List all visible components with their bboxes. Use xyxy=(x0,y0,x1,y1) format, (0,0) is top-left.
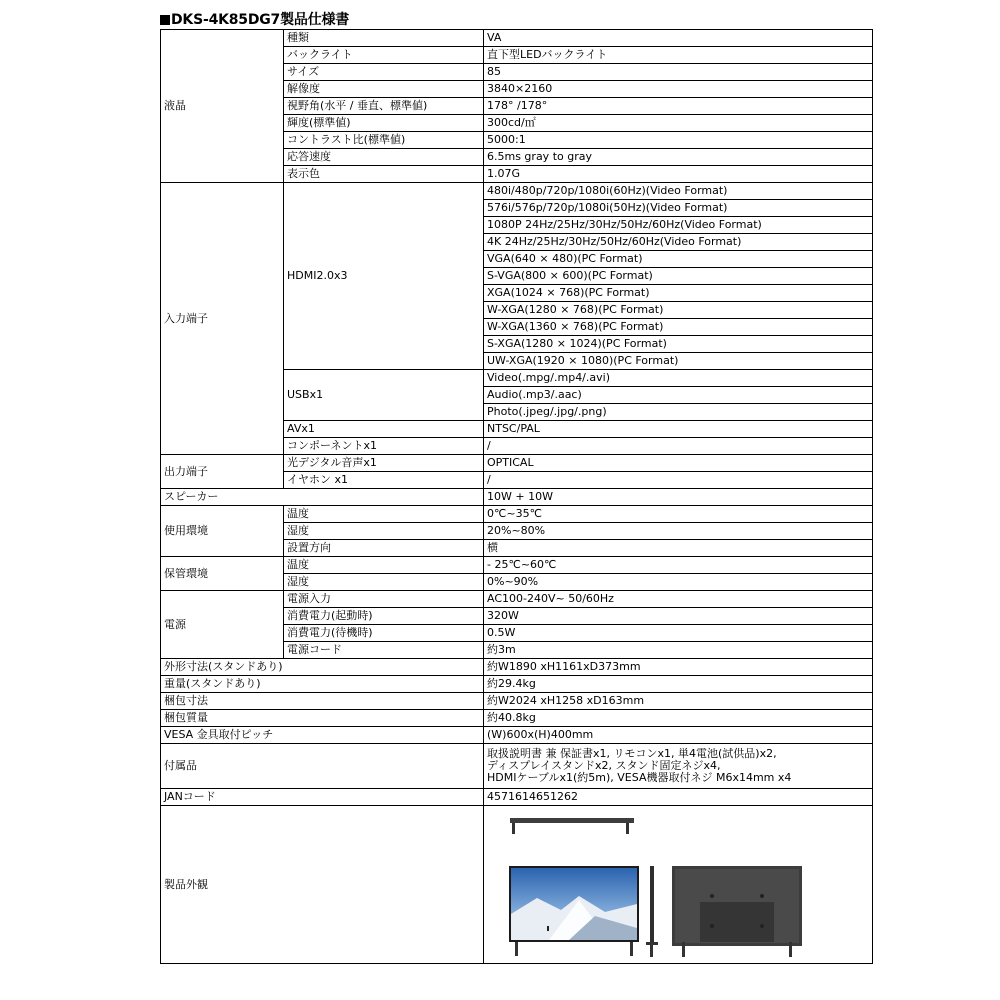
spec-item-usb: USBx1 xyxy=(284,370,484,421)
spec-value: 0%~90% xyxy=(484,574,873,591)
spec-item: 消費電力(待機時) xyxy=(284,625,484,642)
product-gallery xyxy=(484,806,872,963)
spec-item: 湿度 xyxy=(284,574,484,591)
section-label-output: 出力端子 xyxy=(161,455,284,489)
spec-item: イヤホン x1 xyxy=(284,472,484,489)
hdmi-format: XGA(1024 × 768)(PC Format) xyxy=(484,285,873,302)
section-label-accessories: 付属品 xyxy=(161,744,484,789)
table-row xyxy=(161,744,873,789)
hdmi-format: UW-XGA(1920 × 1080)(PC Format) xyxy=(484,353,873,370)
spec-value: 178° /178° xyxy=(484,98,873,115)
spec-value: 300cd/㎡ xyxy=(484,115,873,132)
spec-value: 6.5ms gray to gray xyxy=(484,149,873,166)
section-label-appearance: 製品外観 xyxy=(161,806,484,964)
section-label-storage: 保管環境 xyxy=(161,557,284,591)
spec-value: VA xyxy=(484,30,873,47)
table-row xyxy=(161,789,873,806)
spec-item: バックライト xyxy=(284,47,484,64)
table-row xyxy=(161,506,873,523)
spec-item: 表示色 xyxy=(284,166,484,183)
spec-value: - 25℃~60℃ xyxy=(484,557,873,574)
table-row xyxy=(161,659,873,676)
hdmi-format: W-XGA(1280 × 768)(PC Format) xyxy=(484,302,873,319)
spec-value: 約40.8kg xyxy=(484,710,873,727)
spec-item: サイズ xyxy=(284,64,484,81)
table-row xyxy=(161,30,873,47)
table-row xyxy=(161,710,873,727)
spec-value: NTSC/PAL xyxy=(484,421,873,438)
spec-item: 温度 xyxy=(284,557,484,574)
spec-item: 設置方向 xyxy=(284,540,484,557)
section-label-lcd: 液晶 xyxy=(161,30,284,183)
accessories-line: 取扱説明書 兼 保証書x1, リモコンx1, 単4電池(試供品)x2, xyxy=(487,747,777,760)
table-row xyxy=(161,557,873,574)
usb-format: Video(.mpg/.mp4/.avi) xyxy=(484,370,873,387)
spec-value: / xyxy=(484,438,873,455)
accessories-line: ディスプレイスタンドx2, スタンド固定ネジx4, xyxy=(487,759,721,772)
section-label-dimensions: 外形寸法(スタンドあり) xyxy=(161,659,484,676)
tv-back-view-image xyxy=(672,866,802,958)
spec-value: 直下型LEDバックライト xyxy=(484,47,873,64)
square-bullet-icon xyxy=(160,15,170,25)
table-row xyxy=(161,806,873,964)
spec-value: 5000:1 xyxy=(484,132,873,149)
spec-item: 湿度 xyxy=(284,523,484,540)
hdmi-format: 576i/576p/720p/1080i(50Hz)(Video Format) xyxy=(484,200,873,217)
spec-item: 温度 xyxy=(284,506,484,523)
spec-value: AC100-240V~ 50/60Hz xyxy=(484,591,873,608)
spec-item: 視野角(水平 / 垂直、標準値) xyxy=(284,98,484,115)
spec-item: 電源コード xyxy=(284,642,484,659)
spec-value: 85 xyxy=(484,64,873,81)
tv-side-view-image xyxy=(644,866,660,958)
spec-item: 種類 xyxy=(284,30,484,47)
spec-value: 320W xyxy=(484,608,873,625)
spec-value: 約3m xyxy=(484,642,873,659)
spec-value: (W)600x(H)400mm xyxy=(484,727,873,744)
appearance-images xyxy=(484,806,873,964)
page-title xyxy=(160,9,349,29)
spec-item: 消費電力(起動時) xyxy=(284,608,484,625)
spec-value: / xyxy=(484,472,873,489)
hdmi-format: 480i/480p/720p/1080i(60Hz)(Video Format) xyxy=(484,183,873,200)
spec-value: 1.07G xyxy=(484,166,873,183)
section-label-operating: 使用環境 xyxy=(161,506,284,557)
spec-item: 光デジタル音声x1 xyxy=(284,455,484,472)
accessories-line: HDMIケーブルx1(約5m), VESA機器取付ネジ M6x14mm x4 xyxy=(487,771,792,784)
spec-value: 約W2024 xH1258 xD163mm xyxy=(484,693,873,710)
table-row xyxy=(161,693,873,710)
spec-value: 0℃~35℃ xyxy=(484,506,873,523)
usb-format: Photo(.jpeg/.jpg/.png) xyxy=(484,404,873,421)
table-row xyxy=(161,591,873,608)
section-label-package-dimensions: 梱包寸法 xyxy=(161,693,484,710)
spec-item: コントラスト比(標準値) xyxy=(284,132,484,149)
section-label-vesa: VESA 金具取付ピッチ xyxy=(161,727,484,744)
spec-item-av: AVx1 xyxy=(284,421,484,438)
hdmi-format: 1080P 24Hz/25Hz/30Hz/50Hz/60Hz(Video Format) xyxy=(484,217,873,234)
table-row xyxy=(161,183,873,200)
tv-front-view-image xyxy=(509,866,639,958)
section-label-package-weight: 梱包質量 xyxy=(161,710,484,727)
hdmi-format: VGA(640 × 480)(PC Format) xyxy=(484,251,873,268)
spec-item: 電源入力 xyxy=(284,591,484,608)
spec-value: 10W + 10W xyxy=(484,489,873,506)
tv-top-view-image xyxy=(509,816,635,836)
hdmi-format: S-VGA(800 × 600)(PC Format) xyxy=(484,268,873,285)
spec-item: 輝度(標準値) xyxy=(284,115,484,132)
spec-value: 横 xyxy=(484,540,873,557)
spec-value: 3840×2160 xyxy=(484,81,873,98)
table-row xyxy=(161,676,873,693)
spec-value: 約W1890 xH1161xD373mm xyxy=(484,659,873,676)
accessories-value xyxy=(484,744,873,789)
hdmi-format: S-XGA(1280 × 1024)(PC Format) xyxy=(484,336,873,353)
spec-value: 4571614651262 xyxy=(484,789,873,806)
section-label-weight: 重量(スタンドあり) xyxy=(161,676,484,693)
spec-item: 解像度 xyxy=(284,81,484,98)
section-label-power: 電源 xyxy=(161,591,284,659)
hdmi-format: W-XGA(1360 × 768)(PC Format) xyxy=(484,319,873,336)
spec-item-component: コンポーネントx1 xyxy=(284,438,484,455)
table-row xyxy=(161,455,873,472)
section-label-speaker: スピーカー xyxy=(161,489,484,506)
section-label-input: 入力端子 xyxy=(161,183,284,455)
spec-item: 応答速度 xyxy=(284,149,484,166)
spec-table xyxy=(160,29,873,964)
table-row xyxy=(161,727,873,744)
spec-value: 0.5W xyxy=(484,625,873,642)
spec-item-hdmi: HDMI2.0x3 xyxy=(284,183,484,370)
spec-value: 約29.4kg xyxy=(484,676,873,693)
usb-format: Audio(.mp3/.aac) xyxy=(484,387,873,404)
section-label-jan: JANコード xyxy=(161,789,484,806)
title-text: DKS-4K85DG7製品仕様書 xyxy=(171,12,350,28)
hdmi-format: 4K 24Hz/25Hz/30Hz/50Hz/60Hz(Video Format) xyxy=(484,234,873,251)
spec-value: OPTICAL xyxy=(484,455,873,472)
spec-value: 20%~80% xyxy=(484,523,873,540)
table-row xyxy=(161,489,873,506)
